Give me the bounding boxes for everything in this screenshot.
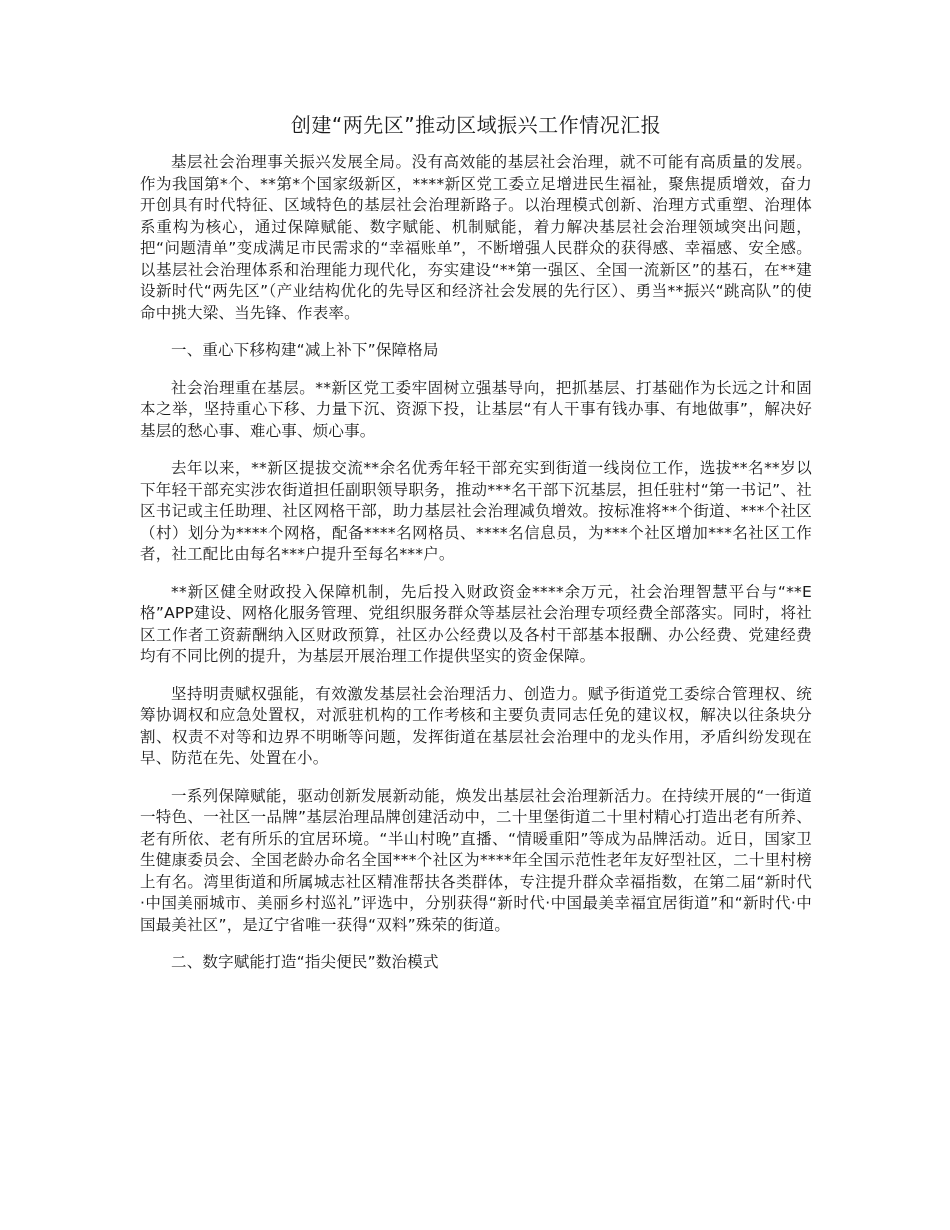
intro-paragraph: 基层社会治理事关振兴发展全局。没有高效能的基层社会治理，就不可能有高质量的发展。作为我国第*个、**第*个国家级新区，****新区党工委立足增进民生福祉，聚焦提质增效，奋力开创具有时代特征、区域特色的基层社会治理新路子。以治理模式创新、治理方式重塑、治理体系重构为核心，通过保障赋能、数字赋能、机制赋能，着力解决基层社会治理领域突出问题，把“问题清单”变成满足市民需求的“幸福账单”，不断增强人民群众的获得感、幸福感、安全感。以基层社会治理体系和治理能力现代化，夯实建设“**第一强区、全国一流新区”的基石，在**建设新时代“两先区”（产业结构优化的先导区和经济社会发展的先行区）、勇当**振兴“跳高队”的使命中挑大梁、当先锋、作表率。 (140, 153, 812, 322)
section-1-paragraph-3: **新区健全财政投入保障机制，先后投入财政资金****余万元，社会治理智慧平台与“**E格”APP建设、网格化服务管理、党组织服务群众等基层社会治理专项经费全部落实。同时，将社区工作者工资薪酬纳入区财政预算，社区办公经费以及各村干部基本报酬、办公经费、党建经费均有不同比例的提升，为基层开展治理工作提供坚实的资金保障。 (140, 582, 812, 665)
document-title: 创建“两先区”推动区域振兴工作情况汇报 (290, 113, 662, 137)
section-2-heading: 二、数字赋能打造“指尖便民”数治模式 (171, 953, 439, 971)
section-1-heading: 一、重心下移构建“减上补下”保障格局 (171, 341, 439, 359)
section-1-paragraph-4: 坚持明责赋权强能，有效激发基层社会治理活力、创造力。赋予街道党工委综合管理权、统筹协调权和应急处置权，对派驻机构的工作考核和主要负责同志任免的建议权，解决以往条块分割、权责不对等和边界不明晰等问题，发挥街道在基层社会治理中的龙头作用，矛盾纠纷发现在早、防范在先、处置在小。 (140, 684, 812, 767)
section-1-paragraph-5: 一系列保障赋能，驱动创新发展新动能，焕发出基层社会治理新活力。在持续开展的“一街道一特色、一社区一品牌”基层治理品牌创建活动中，二十里堡街道二十里村精心打造出老有所养、老有所依、老有所乐的宜居环境。“半山村晚”直播、“情暖重阳”等成为品牌活动。近日，国家卫生健康委员会、全国老龄办命名全国***个社区为****年全国示范性老年友好型社区，二十里村榜上有名。湾里街道和所属城志社区精准帮扶各类群体，专注提升群众幸福指数，在第二届“新时代·中国美丽城市、美丽乡村巡礼”评选中，分别获得“新时代·中国最美幸福宜居街道”和“新时代·中国最美社区”，是辽宁省唯一获得“双料”殊荣的街道。 (140, 786, 812, 934)
section-1-paragraph-2: 去年以来，**新区提拔交流**余名优秀年轻干部充实到街道一线岗位工作，选拔**名**岁以下年轻干部充实涉农街道担任副职领导职务，推动***名干部下沉基层，担任驻村“第一书记”、社区书记或主任助理、社区网格干部，助力基层社会治理减负增效。按标准将**个街道、***个社区（村）划分为****个网格，配备****名网格员、****名信息员，为***个社区增加***名社区工作者，社工配比由每名***户提升至每名***户。 (140, 459, 812, 563)
section-1-paragraph-1: 社会治理重在基层。**新区党工委牢固树立强基导向，把抓基层、打基础作为长远之计和固本之举，坚持重心下移、力量下沉、资源下投，让基层“有人干事有钱办事、有地做事”，解决好基层的愁心事、难心事、烦心事。 (140, 378, 812, 440)
